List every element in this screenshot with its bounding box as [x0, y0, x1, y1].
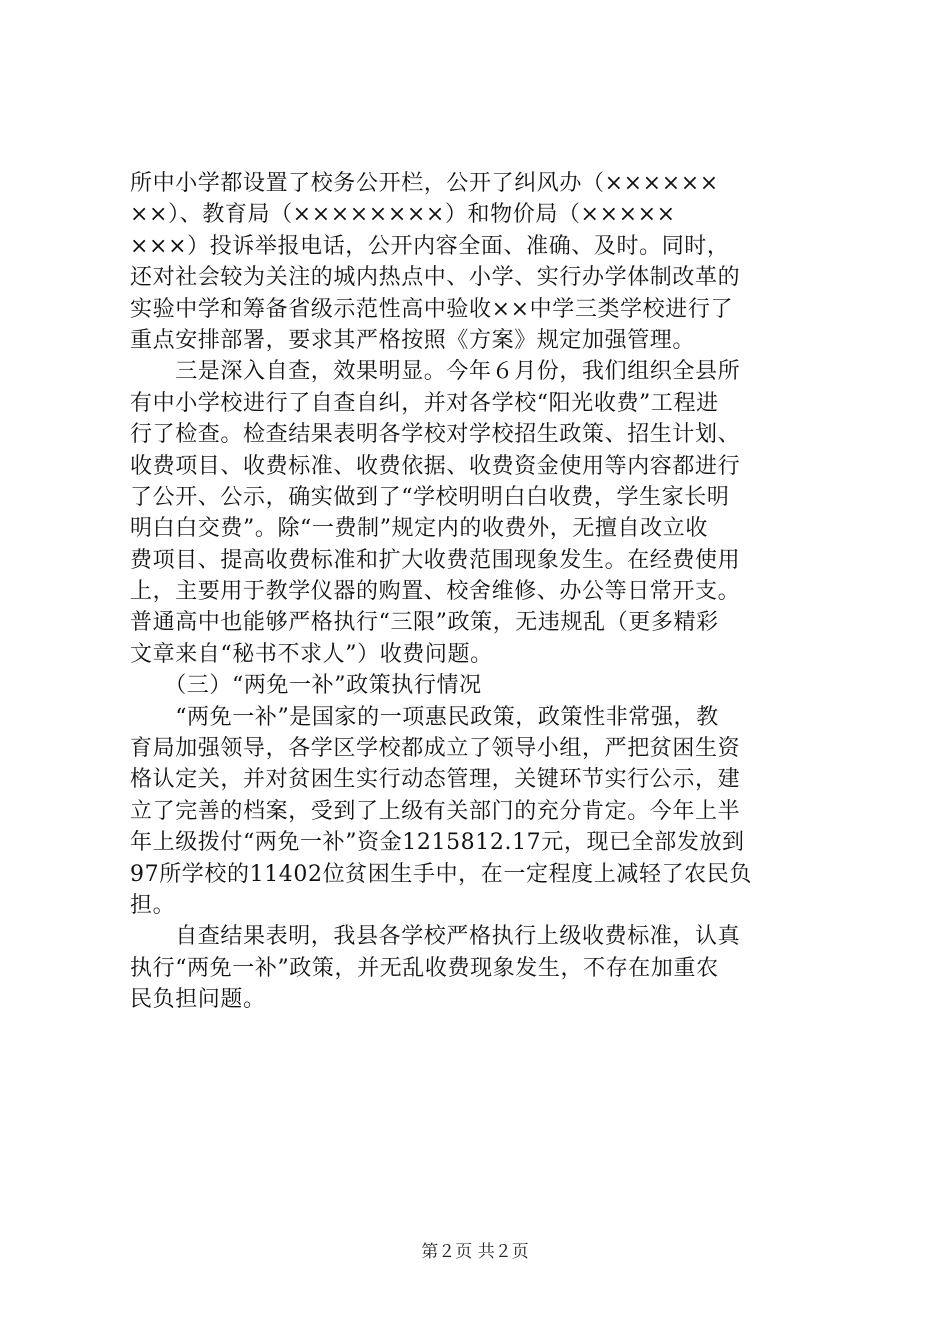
text-line: 上，主要用于教学仪器的购置、校舍维修、办公等日常开支。: [130, 579, 741, 605]
text-line: 还对社会较为关注的城内热点中、小学、实行办学体制改革的: [130, 265, 741, 291]
text-line: 实验中学和筹备省级示范性高中验收××中学三类学校进行了: [130, 296, 734, 322]
text-line: 97所学校的11402位贫困生手中，在一定程度上减轻了农民负: [130, 861, 752, 887]
text-line: 自查结果表明，我县各学校严格执行上级收费标准，认真: [130, 924, 741, 950]
text-line: 明白白交费”。除“一费制”规定内的收费外，无擅自改立收: [130, 516, 708, 542]
text-line: 担。: [130, 892, 176, 918]
text-line: 格认定关，并对贫困生实行动态管理，关键环节实行公示，建: [130, 767, 741, 793]
text-line: 费项目、提高收费标准和扩大收费范围现象发生。在经费使用: [130, 547, 741, 573]
text-line: 执行“两免一补”政策，并无乱收费现象发生，不存在加重农: [130, 955, 719, 981]
text-line: 年上级拨付“两免一补”资金1215812.17元，现已全部发放到: [130, 830, 745, 856]
text-line: 行了检查。检查结果表明各学校对学校招生政策、招生计划、: [130, 422, 741, 448]
text-line: “两免一补”是国家的一项惠民政策，政策性非常强，教: [130, 704, 719, 730]
text-line: 育局加强领导，各学区学校都成立了领导小组，严把贫困生资: [130, 736, 741, 762]
document-body: [130, 168, 830, 1016]
text-line: 有中小学校进行了自查自纠，并对各学校“阳光收费”工程进: [130, 390, 719, 416]
text-line: 民负担问题。: [130, 987, 266, 1013]
text-line: 文章来自“秘书不求人”）收费问题。: [130, 641, 493, 667]
page-number-footer: 第２页 共２页: [421, 1242, 529, 1262]
text-line: ××）、教育局（××××××××）和物价局（×××××: [130, 202, 676, 228]
text-line: 收费项目、收费标准、收费依据、收费资金使用等内容都进行: [130, 453, 741, 479]
text-line: 立了完善的档案，受到了上级有关部门的充分肯定。今年上半: [130, 798, 741, 824]
text-line: 三是深入自查，效果明显。今年６月份，我们组织全县所: [130, 359, 741, 385]
text-line: 所中小学都设置了校务公开栏，公开了纠风办（××××××: [130, 171, 719, 196]
text-line: 重点安排部署，要求其严格按照《方案》规定加强管理。: [130, 327, 696, 353]
text-line: ×××）投诉举报电话，公开内容全面、准确、及时。同时，: [130, 233, 730, 259]
section-heading: （三）“两免一补”政策执行情况: [130, 673, 482, 699]
text-line: 了公开、公示，确实做到了“学校明明白白收费，学生家长明: [130, 484, 730, 510]
text-line: 普通高中也能够严格执行“三限”政策，无违规乱（更多精彩: [130, 610, 719, 636]
